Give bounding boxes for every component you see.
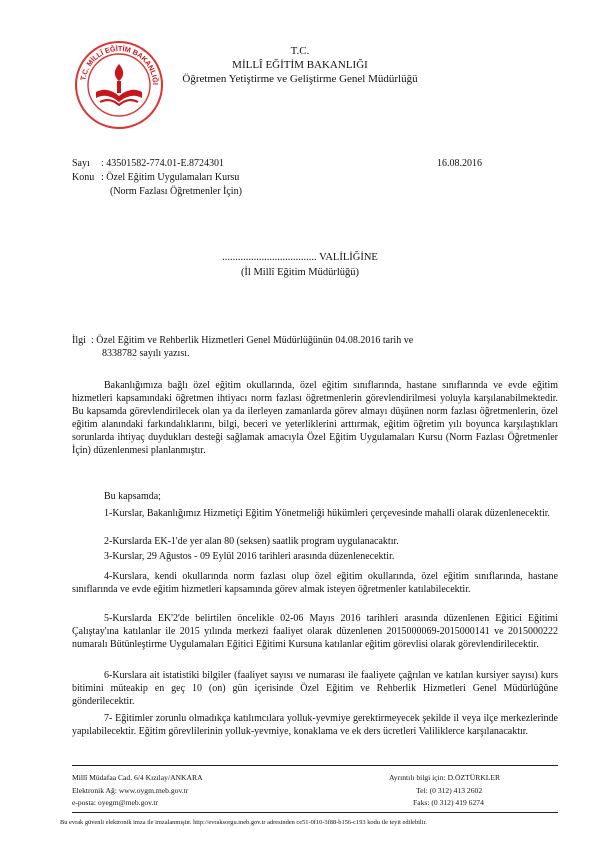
item-3: 3-Kurslar, 29 Ağustos - 09 Eylül 2016 tarihleri arasında düzenlenecektir. [104,551,395,562]
footer-fax: Faks: (0 312) 419 6274 [413,798,484,807]
konu-sub: (Norm Fazlası Öğretmenler İçin) [110,186,242,197]
addressee-sub: (İl Millî Eğitim Müdürlüğü) [240,267,360,278]
item-1: 1-Kurslar, Bakanlığımız Hizmetiçi Eğitim Yönetmeliği hükümleri çerçevesinde mahalli olarak düzenlenecektir. [104,508,551,519]
konu-value: : Özel Eğitim Uygulamaları Kursu [101,172,240,183]
sayi-value: : 43501582-774.01-E.8724301 [101,158,225,169]
item-4: 4-Kurslara, kendi okullarında norm fazlası olup özel eğitim okullarında, özel eğitim sınıflarında, hastane sınıflarında ve evde eğitim hizmetleri kapsamında görev almak isteyen öğretmenler katılabilecektir. [72,571,558,595]
footer-contact: Ayrıntılı bilgi için: D.ÖZTÜRKLER [389,773,501,782]
ilgi-label: İlgi [72,335,86,346]
footer-web[interactable]: Elektronik Ağ: www.oygm.meb.gov.tr [72,786,189,795]
bu-kapsamda: Bu kapsamda; [104,491,161,502]
logo-ring-text: T.C. MİLLÎ EĞİTİM BAKANLIĞI [78,43,161,86]
footer-tel: Tel: (0 312) 413 2602 [416,786,483,795]
verification-note: Bu evrak güvenli elektronik imza ile imzalanmıştır. http://evraksorgu.meb.gov.tr adresinden ce51-0f10-3f88-b156-c193 kodu ile teyit edilebilir. [60,819,427,826]
header-ministry: MİLLÎ EĞİTİM BAKANLIĞI [232,59,368,71]
konu-label: Konu [72,172,95,183]
intro-paragraph: Bakanlığımıza bağlı özel eğitim okullarında, özel eğitim sınıflarında, hastane sınıflarında ve evde eğitim hizmetleri kapsamındaki öğretmen ihtiyacı norm fazlası öğretmenlerin görevlendirilmesi yoluyla karşılanabilmektedir. Bu kapsamda görevlendirilecek olan ya da ilerleyen zamanlarda görev almayı düşünen norm fazlası öğretmenlerin, özel eğitim alanındaki farkındalıklarını, bilgi, beceri ve yeterliklerini arttırmak, eğitim öğretim yılı boyunca karşılaştıkları sorunlarda ihtiyaç duydukları desteği sağlamak amacıyla Özel Eğitim Uygulamaları Kursu (Norm Fazlası Öğretmenler İçin) düzenlenmesi planlanmıştır. [72,380,558,456]
footer-divider-bottom [72,812,558,813]
header-tc: T.C. [290,45,310,57]
item-5: 5-Kurslarda EK'2'de belirtilen öncelikle 02-06 Mayıs 2016 tarihleri arasında düzenlenen Eğitici Eğitimi Çalıştay'ına katılanlar ile 2015 yılında merkezi faaliyet olarak düzenlenen 2015000069-2015000141 ve 2015000222 numaralı Bütünleştirme Uygulamaları Eğitici Eğitimi Kursuna katılanlar eğitim görevlisi olarak görevlendirilecektir. [72,613,558,650]
footer-address: Millî Müdafaa Cad. 6/4 Kızılay/ANKARA [72,773,203,782]
document-date: 16.08.2016 [437,158,482,169]
footer-divider-top [72,765,558,766]
item-7: 7- Eğitimler zorunlu olmadıkça katılımcılara yolluk-yevmiye gerektirmeyecek şekilde il veya ilçe merkezlerinde yapılabilecektir. Eğitim görevlilerinin yolluk-yevmiye, konaklama ve ek ders ücretleri Valiliklerce karşılanacaktır. [72,713,558,737]
item-6: 6-Kurslara ait istatistiki bilgiler (faaliyet sayısı ve numarası ile faaliyete çağrılan ve katılan kursiyer sayısı) kurs bitimini müteakip en geç 10 (on) gün içerisinde Özel Eğitim ve Rehberlik Hizmetleri Genel Müdürlüğüne gönderilecektir. [72,670,558,707]
ilgi-line1: : Özel Eğitim ve Rehberlik Hizmetleri Genel Müdürlüğünün 04.08.2016 tarih ve [91,335,414,346]
footer-email[interactable]: e-posta: oyegm@meb.gov.tr [72,798,159,807]
sayi-label: Sayı [72,158,90,169]
item-2: 2-Kurslarda EK-1'de yer alan 80 (seksen) saatlik program uygulanacaktır. [104,536,399,547]
addressee-line: .................................... VALİLİĞİNE [222,252,378,263]
ilgi-line2: 8338782 sayılı yazısı. [102,348,190,359]
header-directorate: Öğretmen Yetiştirme ve Geliştirme Genel Müdürlüğü [182,73,418,85]
